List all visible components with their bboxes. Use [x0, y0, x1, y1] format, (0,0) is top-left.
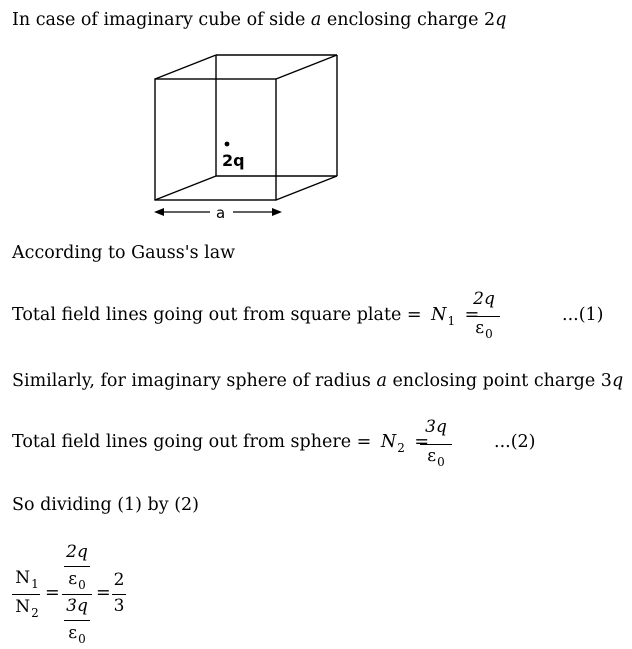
- ratio-n1: [12, 568, 42, 591]
- charge-label: 2q: [222, 151, 245, 170]
- dividing-line: So dividing (1) by (2): [12, 495, 199, 515]
- eq2-epsilon-sub: 0: [437, 455, 445, 469]
- ratio-result-num: 2: [113, 570, 125, 590]
- ratio-n2-sub: 2: [31, 606, 39, 620]
- ratio-bottom-epsilon-sub: 0: [78, 632, 86, 646]
- charge-dot: [225, 142, 230, 147]
- arrow-head-left: [154, 208, 164, 216]
- eq2-numerator: 3q: [425, 417, 447, 437]
- ratio-top-epsilon: ε: [68, 569, 78, 589]
- eq2-symbol-sub: 2: [397, 441, 405, 455]
- eq2-denominator: [418, 446, 454, 469]
- ratio-top-den: [62, 569, 92, 592]
- eq2-tag: ...(2): [494, 432, 536, 452]
- ratio-bottom-epsilon: ε: [68, 623, 78, 643]
- ratio-top-bar: [64, 566, 90, 567]
- ratio-result-den: 3: [113, 596, 125, 616]
- eq2-symbol: N: [380, 432, 397, 452]
- intro-middle: enclosing charge 2: [321, 10, 496, 30]
- ratio-equals-2: =: [96, 583, 111, 603]
- ratio-n2-symbol: N: [15, 597, 31, 617]
- eq1-denominator: [466, 318, 502, 341]
- intro-q-symbol: q: [495, 10, 507, 30]
- cube-front-face: [155, 79, 276, 200]
- eq1-tag: ...(1): [562, 305, 604, 325]
- eq1-line: [12, 305, 480, 328]
- eq1-numerator: 2q: [473, 289, 495, 309]
- eq1-lead: Total field lines going out from square plate =: [12, 305, 422, 325]
- eq2-line: [12, 432, 430, 455]
- ratio-top-num: 2q: [66, 542, 88, 562]
- cube-edge-bottom-left: [155, 176, 216, 200]
- ratio-top-epsilon-sub: 0: [78, 578, 86, 592]
- intro-text: In case of imaginary cube of side: [12, 10, 311, 30]
- arrow-head-right: [272, 208, 282, 216]
- side-label: a: [216, 204, 226, 222]
- gauss-heading: According to Gauss's law: [12, 243, 236, 263]
- eq1-symbol-sub: 1: [447, 314, 456, 328]
- ratio-n1-symbol: N: [15, 568, 31, 588]
- ratio-bottom-num: 3q: [66, 596, 88, 616]
- intro-side-symbol: a: [310, 10, 322, 30]
- ratio-result-bar: [112, 594, 126, 595]
- similarly-text: Similarly, for imaginary sphere of radius: [12, 371, 377, 391]
- similarly-line: [12, 373, 623, 391]
- cube-edge-top-left: [155, 55, 216, 79]
- eq1-epsilon: ε: [475, 318, 485, 338]
- eq1-epsilon-sub: 0: [485, 327, 493, 341]
- similarly-q-symbol: q: [611, 371, 624, 391]
- cube-edge-top-right: [276, 55, 337, 79]
- eq1-symbol: N: [431, 305, 447, 325]
- ratio-bottom-bar: [64, 620, 90, 621]
- eq2-equals: =: [414, 432, 430, 452]
- ratio-equals-1: =: [45, 583, 60, 603]
- similarly-radius-symbol: a: [376, 371, 387, 391]
- eq2-lead: Total field lines going out from sphere =: [12, 432, 372, 452]
- eq2-fraction: [418, 417, 454, 469]
- cube-edge-bottom-right: [276, 176, 337, 200]
- similarly-middle: enclosing point charge 3: [386, 371, 612, 391]
- ratio-left-bar: [12, 594, 40, 595]
- eq2-fraction-bar: [420, 444, 452, 445]
- eq1-fraction-bar: [468, 316, 500, 317]
- ratio-bottom-den: [62, 623, 92, 646]
- eq1-fraction: [466, 289, 502, 341]
- eq2-epsilon: ε: [427, 446, 437, 466]
- ratio-n2: [12, 597, 42, 620]
- intro-line: [12, 12, 506, 30]
- ratio-left: [12, 568, 42, 620]
- ratio-n1-sub: 1: [31, 577, 39, 591]
- eq1-equals: =: [464, 305, 480, 325]
- ratio-main-bar: [62, 594, 92, 595]
